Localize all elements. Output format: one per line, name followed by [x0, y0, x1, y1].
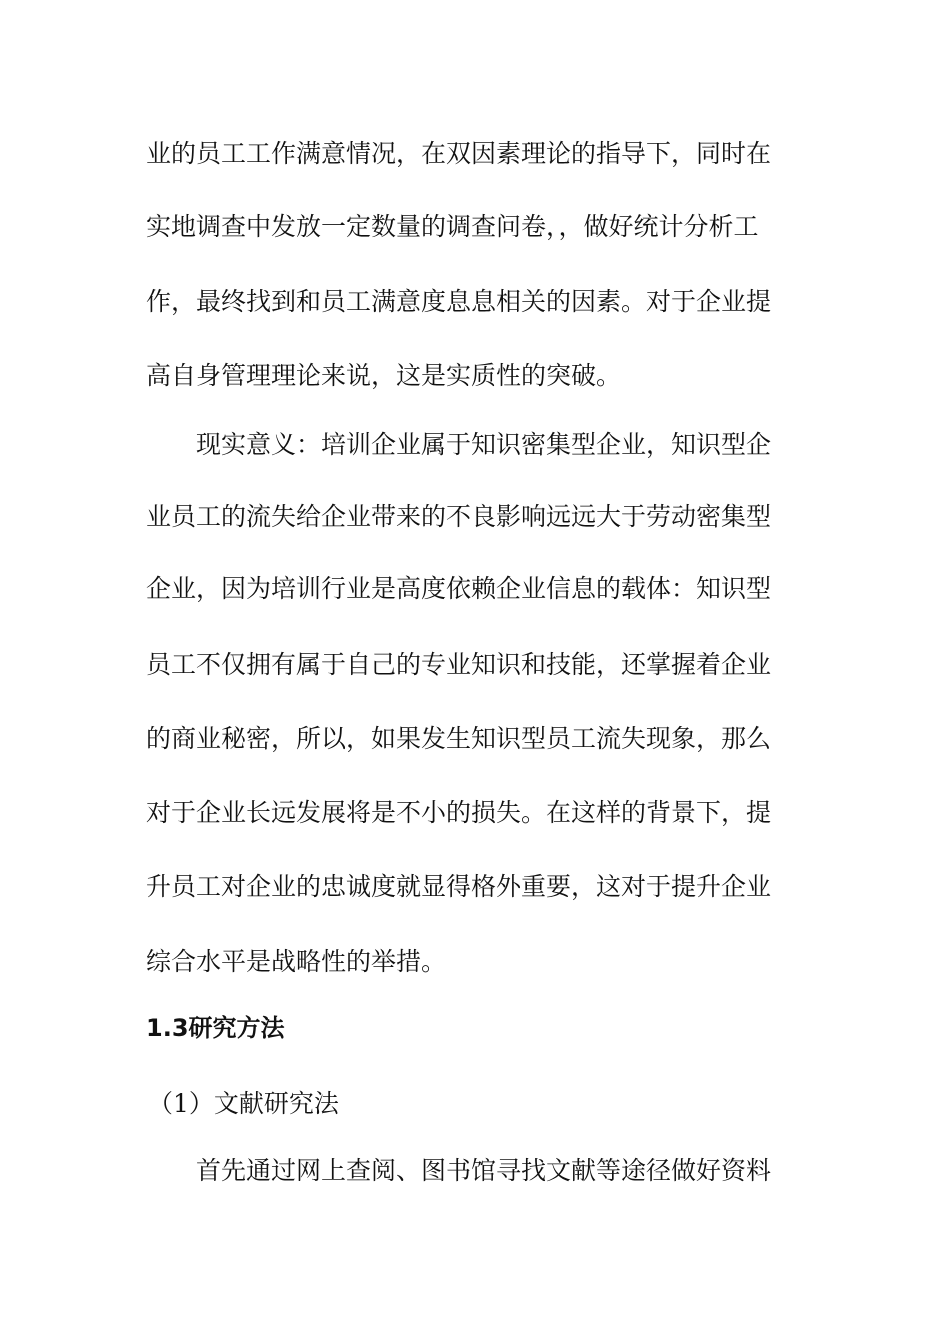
paragraph-line: 现实意义：培训企业属于知识密集型企业，知识型企 — [196, 430, 772, 459]
paragraph-line: 首先通过网上查阅、图书馆寻找文献等途径做好资料 — [196, 1156, 772, 1185]
paragraph-line: 员工不仅拥有属于自己的专业知识和技能，还掌握着企业 — [146, 650, 772, 679]
subheading: （1）文献研究法 — [148, 1089, 339, 1118]
paragraph-line: 对于企业长远发展将是不小的损失。在这样的背景下，提 — [146, 798, 772, 827]
paragraph-line: 企业，因为培训行业是高度依赖企业信息的载体：知识型 — [146, 574, 772, 603]
paragraph-line: 业员工的流失给企业带来的不良影响远远大于劳动密集型 — [146, 502, 772, 531]
section-heading: 1.3研究方法 — [146, 1014, 285, 1042]
paragraph-line: 实地调查中发放一定数量的调查问卷，，做好统计分析工 — [146, 212, 759, 241]
paragraph-line: 作，最终找到和员工满意度息息相关的因素。对于企业提 — [146, 287, 772, 316]
paragraph-line: 的商业秘密，所以，如果发生知识型员工流失现象，那么 — [146, 724, 772, 753]
paragraph-line: 业的员工工作满意情况，在双因素理论的指导下，同时在 — [146, 139, 772, 168]
paragraph-line: 升员工对企业的忠诚度就显得格外重要，这对于提升企业 — [146, 872, 772, 901]
paragraph-line: 高自身管理理论来说，这是实质性的突破。 — [146, 361, 622, 390]
paragraph-line: 综合水平是战略性的举措。 — [146, 947, 447, 976]
